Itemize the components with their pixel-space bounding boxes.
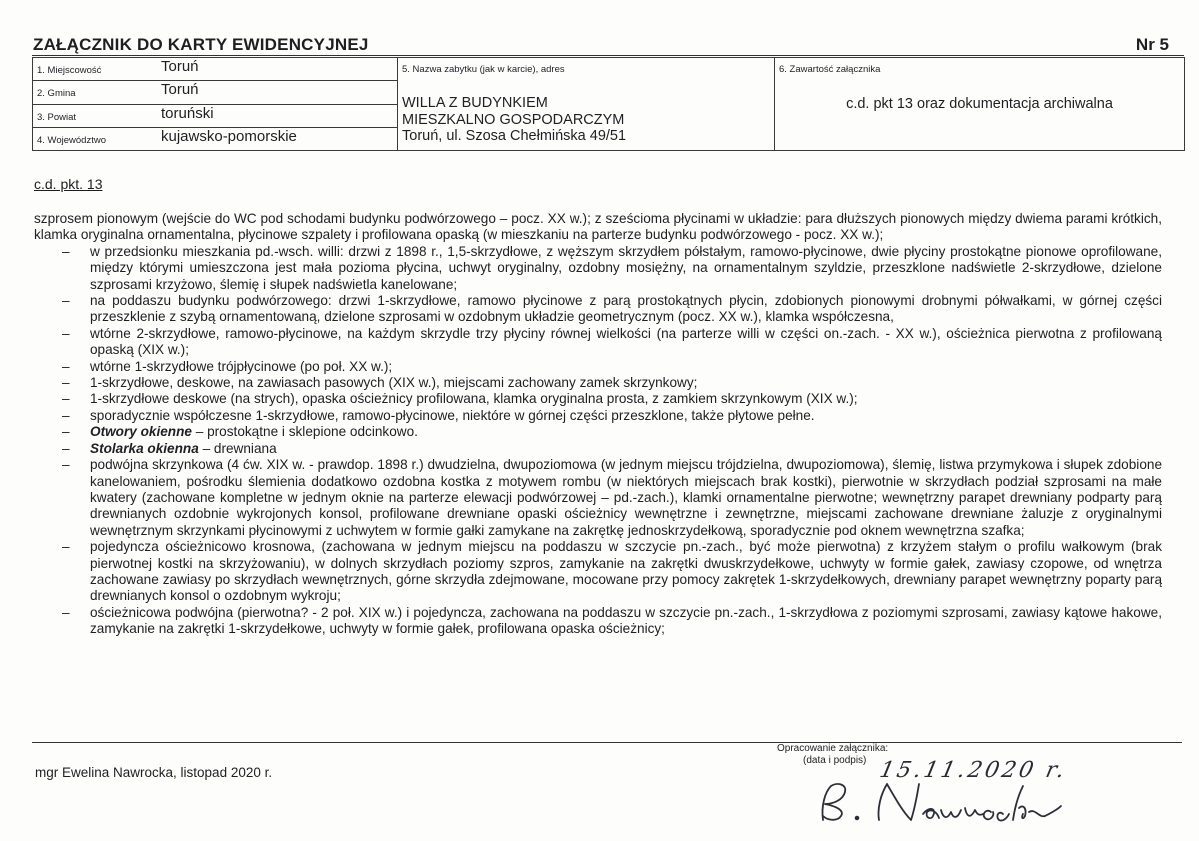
list-item bbox=[34, 359, 1162, 375]
item-text: 1-skrzydłowe deskowe (na strych), opaska ościeżnicy profilowana, klamka oryginalna prosta, z zamkiem skrzynkowym (XIX w.); bbox=[90, 391, 858, 407]
wojewodztwo-cell bbox=[33, 127, 398, 150]
item-text: 1-skrzydłowe, deskowe, na zawiasach pasowych (XIX w.), miejscami zachowany zamek skrzynkowy; bbox=[90, 375, 698, 391]
bottom-rule bbox=[32, 742, 1182, 743]
powiat-value: toruński bbox=[161, 104, 214, 122]
item-heading: Stolarka okienna bbox=[90, 440, 199, 456]
item-text: – prostokątne i sklepione odcinkowo. bbox=[191, 424, 418, 440]
dash-bullet: – bbox=[62, 325, 70, 341]
list-item bbox=[34, 457, 1162, 539]
item-text: ościeżnicowa podwójna (pierwotna? - 2 poł. XIX w.) i pojedyncza, zachowana na poddaszu w szczycie pn.-zach., 1-skrzydłowa z poziomymi szprosami, zawiasy kątowe hakowe, zamykanie na zakrętki 1-skrzydełkowe, uchwyty w formie gałek, profilowana opaska ościeżnicy; bbox=[90, 604, 1162, 637]
document-title: ZAŁĄCZNIK DO KARTY EWIDENCYJNEJ bbox=[33, 35, 369, 54]
dash-bullet: – bbox=[62, 293, 70, 309]
item-text: pojedyncza ościeżnicowo krosnowa, (zachowana w jednym miejscu na poddaszu w szczycie pn.-zach., być może pierwotna) z krzyżem stałym o profilu wałkowym (brak pierwotnej kostki na skrzyżowaniu), w dolnych skrzydłach poziomy szpros, zamykanie na zakrętki dwuskrzydełkowe, uchwyty w formie gałek, zawiasy czopowe, od wnętrza zachowane zawiasy po skrzydłach wewnętrznych, górne skrzydła zdejmowane, mocowane przy pomocy zakrętek 1-skrzydełkowych, drewniany parapet wewnętrzny poparty parą drewnianych konsol o ozdobnym wykroju; bbox=[90, 539, 1162, 604]
miejscowosc-cell bbox=[33, 58, 398, 81]
zawartosc-cell bbox=[775, 58, 1185, 151]
item-text: na poddaszu budynku podwórzowego: drzwi 1-skrzydłowe, ramowo płycinowe z parą prostokątnych płycin, zdobionych pionowymi drobnymi półwałkami, w górnej części przeszklenie z szybą ornamentowaną, dzielone szprosami w ozdobnym układzie geometrycznym (pocz. XX w.), klamka współczesna, bbox=[90, 293, 1162, 325]
list-item bbox=[34, 605, 1162, 638]
author-line: mgr Ewelina Nawrocka, listopad 2020 r. bbox=[35, 765, 273, 780]
powiat-cell bbox=[33, 104, 398, 127]
date-sign-label: (data i podpis) bbox=[803, 755, 867, 766]
section-heading: c.d. pkt. 13 bbox=[34, 176, 103, 192]
list-item bbox=[34, 441, 1162, 457]
dash-bullet: – bbox=[62, 457, 70, 473]
wojewodztwo-label: 4. Województwo bbox=[37, 134, 106, 146]
miejscowosc-label: 1. Miejscowość bbox=[37, 65, 102, 76]
prepared-label: Opracowanie załącznika: bbox=[777, 743, 889, 754]
header bbox=[33, 35, 1181, 55]
item-heading: Otwory okienne bbox=[90, 424, 192, 440]
gmina-cell bbox=[33, 81, 398, 104]
dash-bullet: – bbox=[62, 440, 70, 456]
zawartosc-value: c.d. pkt 13 oraz dokumentacja archiwalna bbox=[846, 96, 1113, 112]
item-list bbox=[34, 244, 1162, 638]
nazwa-value bbox=[402, 95, 626, 145]
list-item bbox=[34, 408, 1162, 424]
dash-bullet: – bbox=[62, 604, 70, 620]
list-item bbox=[34, 424, 1162, 440]
dash-bullet: – bbox=[62, 407, 70, 423]
handwritten-date: 15.11.2020 r. bbox=[877, 758, 1070, 783]
nazwa-label: 5. Nazwa zabytku (jak w karcie), adres bbox=[402, 64, 565, 75]
dash-bullet: – bbox=[62, 358, 70, 374]
wojewodztwo-value: kujawsko-pomorskie bbox=[161, 127, 297, 145]
nazwa-cell bbox=[398, 58, 775, 151]
gmina-label: 2. Gmina bbox=[37, 88, 76, 100]
body-text bbox=[34, 211, 1162, 638]
item-text: sporadycznie współczesne 1-skrzydłowe, ramowo-płycinowe, niektóre w górnej części przeszklone, także płytowe pełne. bbox=[90, 407, 815, 423]
list-item bbox=[34, 326, 1162, 359]
item-text: podwójna skrzynkowa (4 ćw. XIX w. - prawdop. 1898 r.) dwudzielna, dwupoziomowa (w jednym miejscu trójdzielna, dwupoziomowa), ślemię, listwa przymykowa i słupek zdobione kanelowaniem, pośrodku ślemienia dodatkowo ozdobna kostka z motywem rombu (w niektórych miejscach brak kostki), pierwotnie w skrzydłach podział szprosami na małe kwatery (zachowane kompletne w jednym oknie na parterze elewacji podwórzowej – pd.-zach.), klamki ornamentalne pierwotne; wewnętrzny parapet drewniany podparty parą drewnianych ozdobnie wykrojonych konsol, profilowane drewniane opaski ościeżnicy wewnętrzne i zewnętrzne, miejscami zachowane drewniane żaluzje z oryginalnymi wewnętrznym skrzynkami płycinowymi z uchwytem w formie gałki zamykane na zakrętkę jednoskrzydełkową, sporadycznie pod oknem wewnętrzna szafka; bbox=[90, 457, 1162, 538]
nazwa-line3: Toruń, ul. Szosa Chełmińska 49/51 bbox=[402, 128, 627, 144]
item-text: w przedsionku mieszkania pd.-wsch. willi: drzwi z 1898 r., 1,5-skrzydłowe, z węższym skrzydłem półstałym, ramowo-płycinowe, dwie płyciny prostokątne pionowe oprofilowane, między którymi umieszczona jest mała pozioma płycina, uchwyt oryginalny, ozdobny mosiężny, na ornamentalnym szyldzie, przeszklone nadświetle 2-skrzydłowe, dzielone szprosami krzyżowo, ślemię i słupek nadświetla kanelowane; bbox=[90, 243, 1162, 292]
powiat-label: 3. Powiat bbox=[37, 111, 77, 123]
list-item bbox=[34, 293, 1162, 326]
miejscowosc-value: Toruń bbox=[161, 58, 199, 75]
dash-bullet: – bbox=[62, 391, 70, 407]
list-item bbox=[34, 539, 1162, 605]
nazwa-line1: WILLA Z BUDYNKIEM bbox=[402, 95, 548, 111]
intro-paragraph: szprosem pionowym (wejście do WC pod schodami budynku podwórzowego – pocz. XX w.); z sześcioma płycinami w układzie: para dłuższych pionowych między dwiema parami krótkich, klamka oryginalna ornamentalna, płycinowe szpalety i profilowana opaską (w mieszkaniu na parterze budynku podwórzowego - pocz. XX w.); bbox=[34, 211, 1162, 243]
dash-bullet: – bbox=[62, 539, 70, 555]
gmina-value: Toruń bbox=[161, 81, 199, 99]
zawartosc-label: 6. Zawartość załącznika bbox=[779, 64, 881, 75]
item-text: wtórne 2-skrzydłowe, ramowo-płycinowe, na każdym skrzydle trzy płyciny równej wielkości (na parterze willi w części on.-zach. - XX w.), ościeżnica pierwotna z profilowaną opaską (XIX w.); bbox=[90, 325, 1162, 358]
dash-bullet: – bbox=[62, 424, 70, 440]
signature-image bbox=[815, 778, 1065, 828]
attachment-number: Nr 5 bbox=[1135, 35, 1169, 54]
list-item bbox=[34, 391, 1162, 407]
list-item bbox=[34, 375, 1162, 391]
info-table bbox=[32, 57, 1185, 151]
dash-bullet: – bbox=[62, 375, 70, 391]
list-item bbox=[34, 244, 1162, 293]
dash-bullet: – bbox=[62, 243, 70, 259]
top-rule bbox=[32, 55, 1184, 56]
item-text: wtórne 1-skrzydłowe trójpłycinowe (po poł. XX w.); bbox=[90, 358, 393, 374]
item-text: – drewniana bbox=[198, 440, 277, 456]
nazwa-line2: MIESZKALNO GOSPODARCZYM bbox=[402, 111, 625, 128]
